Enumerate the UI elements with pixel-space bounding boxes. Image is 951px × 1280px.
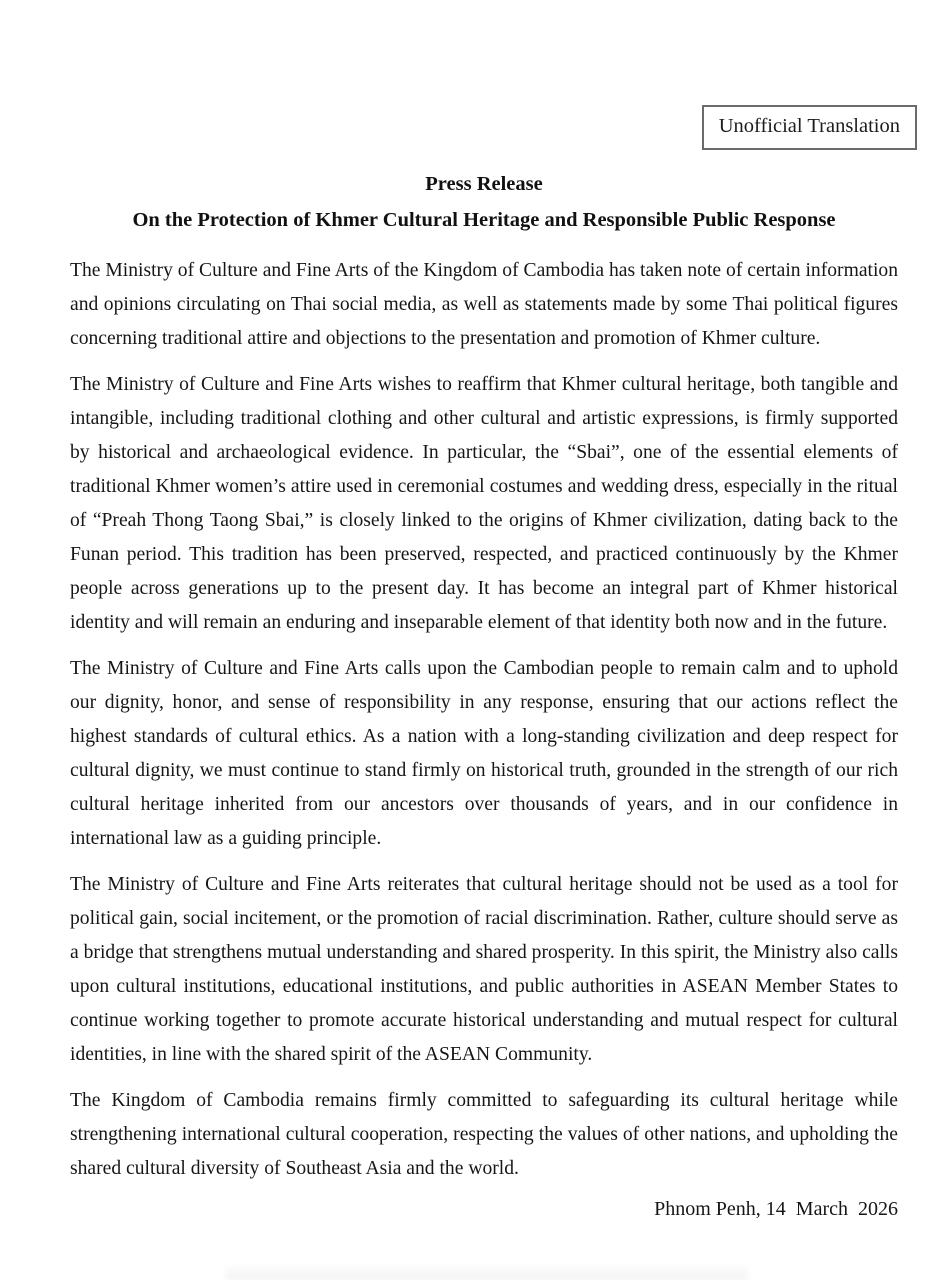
paragraph-5: The Kingdom of Cambodia remains firmly committed to safeguarding its cultural heritage while strengthening international cultural cooperation, respecting the values of other nations, and upholding the shared cultural diversity of Southeast Asia and the world. bbox=[70, 1090, 898, 1179]
document-body bbox=[70, 173, 898, 1221]
paragraph-3: The Ministry of Culture and Fine Arts calls upon the Cambodian people to remain calm and to uphold our dignity, honor, and sense of responsibility in any response, ensuring that our actions reflect the highest standards of cultural ethics. As a nation with a long-standing civilization and deep respect for cultural dignity, we must continue to stand firmly on historical truth, grounded in the strength of our rich cultural heritage inherited from our ancestors over thousands of years, and in our confidence in international law as a guiding principle. bbox=[70, 658, 898, 849]
paragraph-4: The Ministry of Culture and Fine Arts reiterates that cultural heritage should not be used as a tool for political gain, social incitement, or the promotion of racial discrimination. Rather, culture should serve as a bridge that strengthens mutual understanding and shared prosperity. In this spirit, the Ministry also calls upon cultural institutions, educational institutions, and public authorities in ASEAN Member States to continue working together to promote accurate historical understanding and mutual respect for cultural identities, in line with the shared spirit of the ASEAN Community. bbox=[70, 874, 898, 1065]
dateline: Phnom Penh, 14 March 2026 bbox=[654, 1198, 898, 1220]
press-release-subtitle: On the Protection of Khmer Cultural Heritage and Responsible Public Response bbox=[132, 209, 836, 231]
paragraph-1: The Ministry of Culture and Fine Arts of the Kingdom of Cambodia has taken note of certain information and opinions circulating on Thai social media, as well as statements made by some Thai political figures concerning traditional attire and objections to the presentation and promotion of Khmer culture. bbox=[70, 260, 898, 349]
press-release-title: Press Release bbox=[425, 173, 543, 195]
page-bottom-scan-artifact bbox=[226, 1263, 748, 1280]
unofficial-translation-badge: Unofficial Translation bbox=[702, 105, 917, 150]
paragraph-2: The Ministry of Culture and Fine Arts wishes to reaffirm that Khmer cultural heritage, both tangible and intangible, including traditional clothing and other cultural and artistic expressions, is firmly supported by historical and archaeological evidence. In particular, the “Sbai”, one of the essential elements of traditional Khmer women’s attire used in ceremonial costumes and wedding dress, especially in the ritual of “Preah Thong Taong Sbai,” is closely linked to the origins of Khmer civilization, dating back to the Funan period. This tradition has been preserved, respected, and practiced continuously by the Khmer people across generations up to the present day. It has become an integral part of Khmer historical identity and will remain an enduring and inseparable element of that identity both now and in the future. bbox=[70, 374, 898, 633]
